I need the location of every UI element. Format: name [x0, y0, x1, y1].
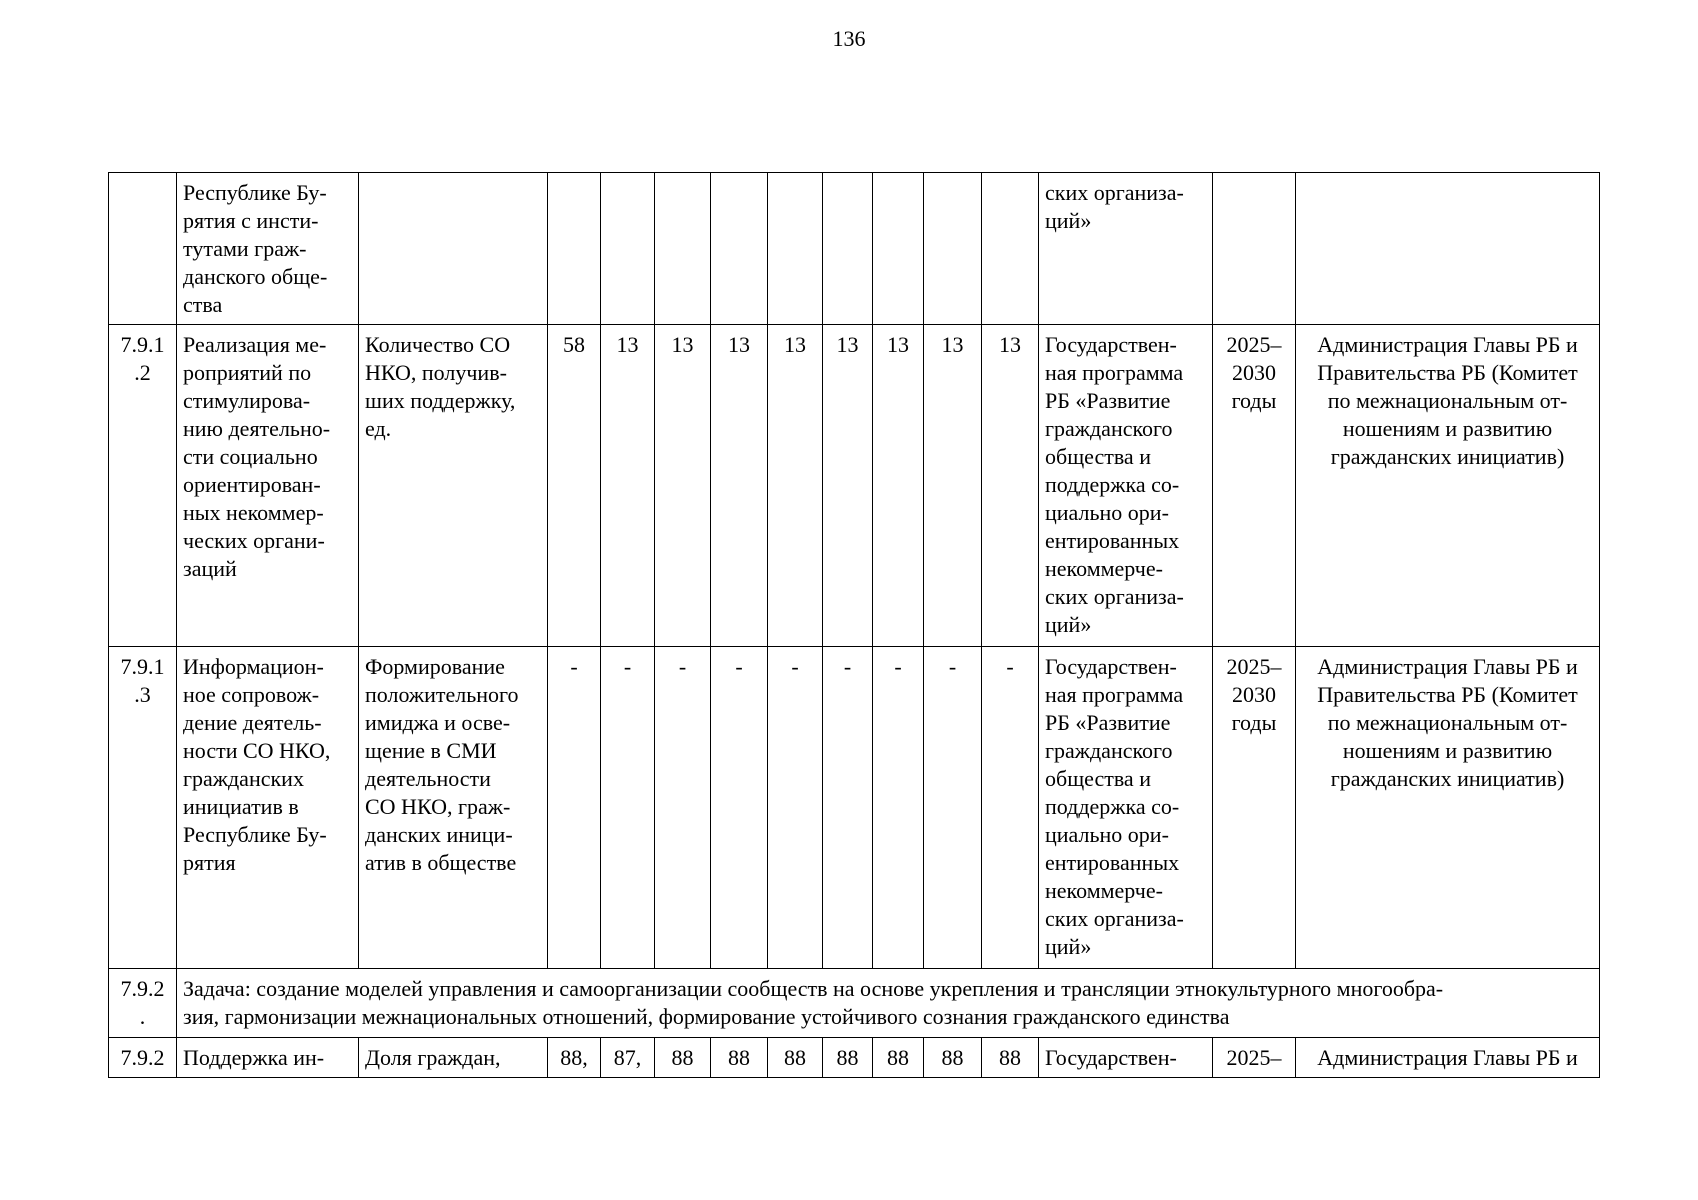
- value-cell: -: [982, 647, 1039, 969]
- value-cell: 88: [924, 1038, 982, 1078]
- value-cell: 13: [982, 325, 1039, 647]
- table-row: [109, 325, 1600, 647]
- value-cell: -: [873, 647, 924, 969]
- value-cell: [711, 173, 768, 325]
- row-number: 7.9.1 .3: [109, 647, 177, 969]
- value-cell: 13: [924, 325, 982, 647]
- value-cell: 88,: [548, 1038, 601, 1078]
- executor-cell: [1296, 173, 1600, 325]
- measure-name: Реализация ме- роприятий по стимулирова- нию деятельно- сти социально ориентирован- ных некоммер- ческих органи- заций: [177, 325, 359, 647]
- value-cell: [548, 173, 601, 325]
- value-cell: 88: [873, 1038, 924, 1078]
- program-cell: ских организа- ций»: [1039, 173, 1213, 325]
- program-cell: Государствен- ная программа РБ «Развитие гражданского общества и поддержка со- циально ори- ентированных некоммерче- ских организа- ций»: [1039, 325, 1213, 647]
- measure-name: Поддержка ин-: [177, 1038, 359, 1078]
- indicator: Доля граждан,: [359, 1038, 548, 1078]
- executor-cell: Администрация Главы РБ и: [1296, 1038, 1600, 1078]
- table-row: [109, 647, 1600, 969]
- task-text: Задача: создание моделей управления и самоорганизации сообществ на основе укрепления и трансляции этнокультурного многообра- зия, гармонизации межнациональных отношений, формирование устойчивого сознания гражданского единства: [177, 969, 1600, 1038]
- value-cell: [601, 173, 655, 325]
- measure-name: Информацион- ное сопровож- дение деятель- ности СО НКО, гражданских инициатив в Республике Бу- рятия: [177, 647, 359, 969]
- task-row: [109, 969, 1600, 1038]
- value-cell: 88: [982, 1038, 1039, 1078]
- period-cell: 2025– 2030 годы: [1213, 647, 1296, 969]
- value-cell: [768, 173, 823, 325]
- row-number: 7.9.1 .2: [109, 325, 177, 647]
- indicator: Количество СО НКО, получив- ших поддержку, ед.: [359, 325, 548, 647]
- program-cell: Государствен- ная программа РБ «Развитие гражданского общества и поддержка со- циально ори- ентированных некоммерче- ских организа- ций»: [1039, 647, 1213, 969]
- period-cell: 2025–: [1213, 1038, 1296, 1078]
- program-cell: Государствен-: [1039, 1038, 1213, 1078]
- period-cell: 2025– 2030 годы: [1213, 325, 1296, 647]
- plan-table: [108, 172, 1600, 1078]
- value-cell: 88: [655, 1038, 711, 1078]
- indicator: [359, 173, 548, 325]
- value-cell: 88: [768, 1038, 823, 1078]
- table-row: [109, 173, 1600, 325]
- value-cell: [982, 173, 1039, 325]
- executor-cell: Администрация Главы РБ и Правительства РБ (Комитет по межнациональным от- ношениям и развитию гражданских инициатив): [1296, 647, 1600, 969]
- value-cell: 88: [823, 1038, 873, 1078]
- value-cell: -: [655, 647, 711, 969]
- value-cell: -: [601, 647, 655, 969]
- executor-cell: Администрация Главы РБ и Правительства РБ (Комитет по межнациональным от- ношениям и развитию гражданских инициатив): [1296, 325, 1600, 647]
- value-cell: [655, 173, 711, 325]
- value-cell: 58: [548, 325, 601, 647]
- value-cell: [823, 173, 873, 325]
- page-number: 136: [832, 26, 866, 51]
- value-cell: 13: [601, 325, 655, 647]
- value-cell: 13: [768, 325, 823, 647]
- row-number: 7.9.2 .: [109, 969, 177, 1038]
- value-cell: [873, 173, 924, 325]
- row-number: 7.9.2: [109, 1038, 177, 1078]
- value-cell: -: [768, 647, 823, 969]
- value-cell: 88: [711, 1038, 768, 1078]
- value-cell: [924, 173, 982, 325]
- value-cell: -: [823, 647, 873, 969]
- measure-name: Республике Бу- рятия с инсти- тутами граж- данского обще- ства: [177, 173, 359, 325]
- value-cell: 13: [823, 325, 873, 647]
- value-cell: 13: [711, 325, 768, 647]
- row-number: [109, 173, 177, 325]
- value-cell: 13: [873, 325, 924, 647]
- table-row: [109, 1038, 1600, 1078]
- value-cell: -: [924, 647, 982, 969]
- value-cell: 87,: [601, 1038, 655, 1078]
- period-cell: [1213, 173, 1296, 325]
- value-cell: -: [548, 647, 601, 969]
- value-cell: 13: [655, 325, 711, 647]
- indicator: Формирование положительного имиджа и осве- щение в СМИ деятельности СО НКО, граж- данских иници- атив в обществе: [359, 647, 548, 969]
- value-cell: -: [711, 647, 768, 969]
